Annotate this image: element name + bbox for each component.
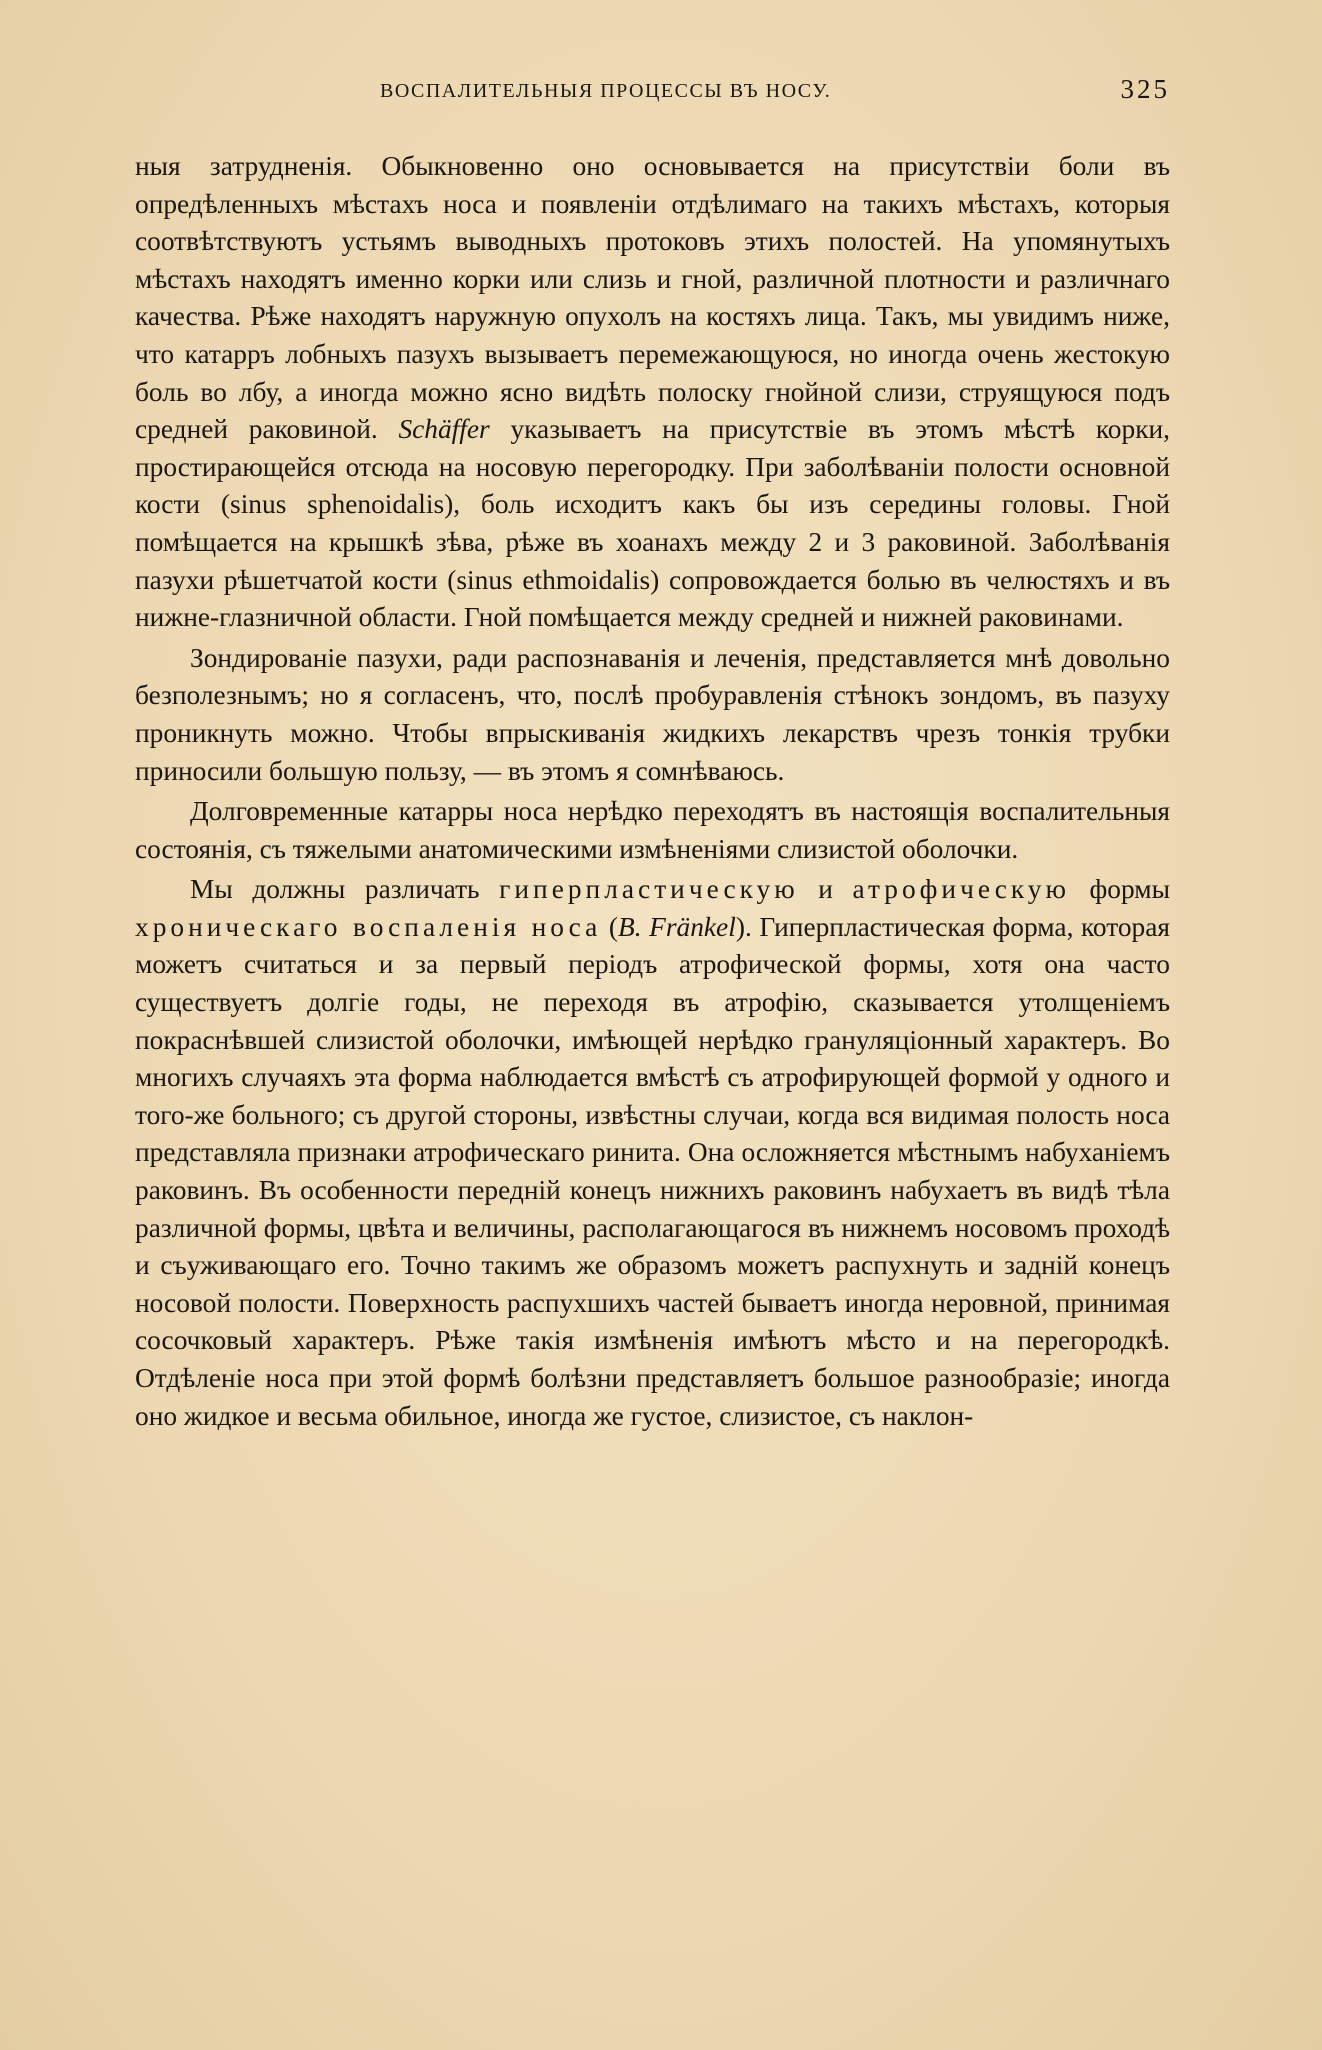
page-body [135,148,1170,1435]
paragraph-4-lead: Мы должны различать [190,874,500,905]
running-title: ВОСПАЛИТЕЛЬНЫЯ ПРОЦЕССЫ ВЪ НОСУ. [380,80,832,102]
term-atrophic: атрофическую [852,874,1070,905]
paragraph-4 [135,871,1170,1435]
paragraph-4-mid-1: и [798,874,853,905]
paragraph-3-text: Долговременные катарры носа нерѣдко переходятъ въ настоящія воспалительныя состоянія, съ тяжелыми анатомическими измѣненіями слизистой оболочки. [135,796,1170,864]
paragraph-1-text: ныя затрудненія. Обыкновенно оно основывается на присутствіи боли въ опредѣленныхъ мѣстахъ носа и появленіи отдѣлимаго на такихъ мѣстахъ, которыя соотвѣтствуютъ устьямъ выводныхъ протоковъ этихъ полостей. На упомянутыхъ мѣстахъ находятъ именно корки или слизь и гной, различной плотности и различнаго качества. Рѣже находятъ наружную опухолъ на костяхъ лица. Такъ, мы увидимъ ниже, что катарръ лобныхъ пазухъ вызываетъ перемежающуюся, но иногда очень жестокую боль во лбу, а иногда можно ясно видѣть полоску гнойной слизи, струящуюся подъ средней раковиной. [135,151,1170,445]
page-number: 325 [1120,74,1170,104]
paragraph-4-mid-3: ( [601,911,618,942]
page-header [135,74,1170,116]
author-name-schaffer: Schäffer [398,414,490,445]
term-hyperplastic: гиперпластическую [499,874,799,905]
paragraph-4-mid-2: формы [1069,874,1170,905]
paragraph-4-text: ). Гиперпластическая форма, которая можетъ считаться и за первый періодъ атрофической формы, хотя она часто существуетъ долгіе годы, не переходя въ атрофію, сказывается утолщеніемъ покраснѣвшей слизистой оболочки, имѣющей нерѣдко грануляціонный характеръ. Во многихъ случаяхъ эта форма наблюдается вмѣстѣ съ атрофирующей формой у одного и того-же больного; съ другой стороны, извѣстны случаи, когда вся видимая полость носа представляла признаки атрофическаго ринита. Она осложняется мѣстнымъ набуханіемъ раковинъ. Въ особенности передній конецъ нижнихъ раковинъ набухаетъ въ видѣ тѣла различной формы, цвѣта и величины, располагающагося въ нижнемъ носовомъ проходѣ и съуживающаго его. Точно такимъ же образомъ можетъ распухнуть и задній конецъ носовой полости. Поверхность распухшихъ частей бываетъ иногда неровной, принимая сосочковый характеръ. Рѣже такія измѣненія имѣютъ мѣсто и на перегородкѣ. Отдѣленіе носа при этой формѣ болѣзни представляетъ большое разнообразіе; иногда оно жидкое и весьма обильное, иногда же густое, слизистое, съ наклон- [135,911,1170,1431]
paragraph-2-text: Зондированіе пазухи, ради распознаванія и леченія, представляется мнѣ довольно безполезнымъ; но я согласенъ, что, послѣ пробуравленія стѣнокъ зондомъ, въ пазуху проникнуть можно. Чтобы впрыскиванія жидкихъ лекарствъ чрезъ тонкія трубки приносили большую пользу, — въ этомъ я сомнѣваюсь. [135,642,1170,786]
term-chronic-rhinitis: хроническаго воспаленія носа [135,911,602,942]
author-name-frankel: B. Fränkel [617,911,736,942]
paragraph-1 [135,148,1170,637]
paragraph-1-text-after: указываетъ на присутствіе въ этомъ мѣстѣ корки, простирающейся отсюда на носовую перегородку. При заболѣваніи полости основной кости (sinus sphenoidalis), боль исходитъ какъ бы изъ середины головы. Гной помѣщается на крышкѣ зѣва, рѣже въ хоанахъ между 2 и 3 раковиной. Заболѣванія пазухи рѣшетчатой кости (sinus ethmoidalis) сопровождается болью въ челюстяхъ и въ нижне-глазничной области. Гной помѣщается между средней и нижней раковинами. [135,414,1171,633]
paragraph-2 [135,640,1170,790]
paragraph-3 [135,793,1170,868]
